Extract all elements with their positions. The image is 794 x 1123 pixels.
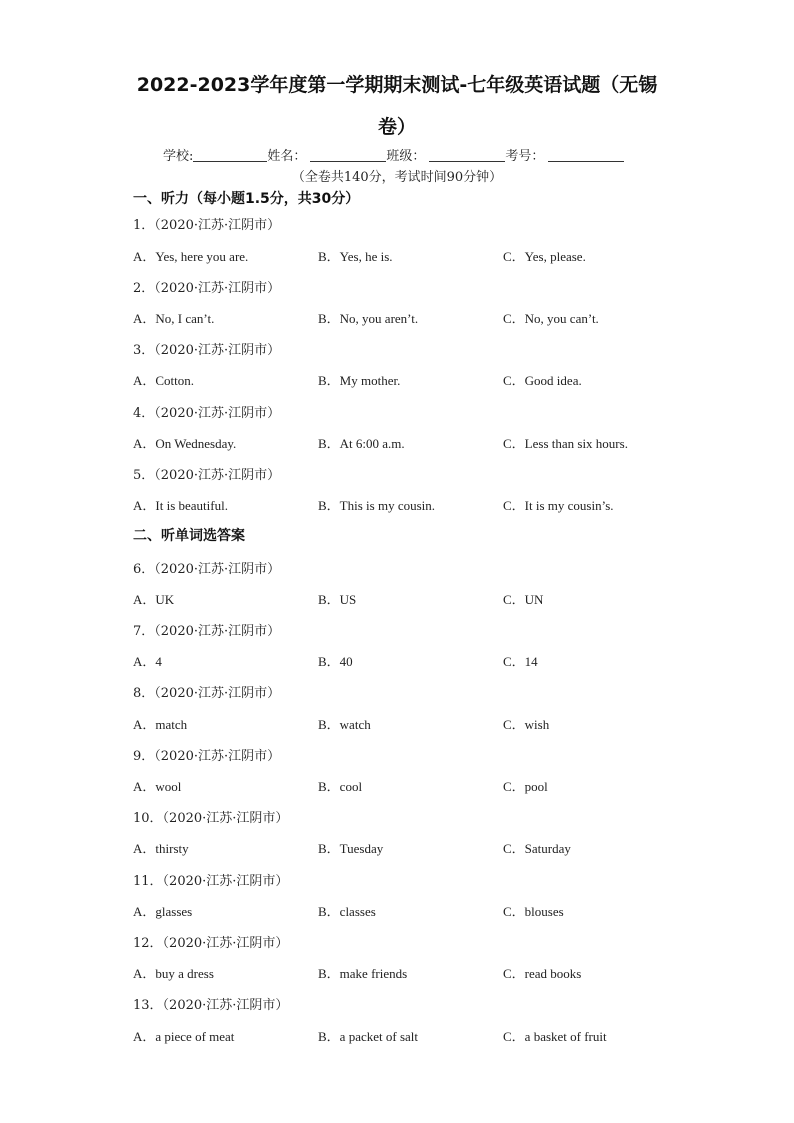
option-a[interactable]: A．wool	[133, 779, 182, 794]
option-a[interactable]: A．Cotton.	[133, 373, 195, 388]
option-a[interactable]: A．On Wednesday.	[133, 436, 237, 451]
option-b[interactable]: B．watch	[318, 717, 371, 732]
option-c[interactable]: C．Saturday	[503, 841, 571, 856]
option-b[interactable]: B．a packet of salt	[318, 1029, 418, 1044]
section-heading-words: 二、听单词选答案	[133, 528, 245, 544]
question-stem: 11．（2020·江苏·江阴市）	[133, 874, 289, 889]
option-c[interactable]: C．a basket of fruit	[503, 1029, 607, 1044]
question-stem: 2．（2020·江苏·江阴市）	[133, 281, 281, 296]
option-b[interactable]: B．At 6:00 a.m.	[318, 436, 405, 451]
class-field[interactable]	[429, 148, 505, 162]
school-label: 学校:	[163, 149, 194, 164]
question-stem: 7．（2020·江苏·江阴市）	[133, 624, 281, 639]
option-a[interactable]: A．It is beautiful.	[133, 498, 228, 513]
option-b[interactable]: B．This is my cousin.	[318, 498, 436, 513]
school-field[interactable]	[193, 148, 267, 162]
student-info-line	[163, 145, 624, 164]
option-c[interactable]: C．It is my cousin’s.	[503, 498, 614, 513]
number-label: 考号：	[505, 149, 545, 164]
question-stem: 10．（2020·江苏·江阴市）	[133, 811, 289, 826]
class-label: 班级：	[386, 149, 426, 164]
exam-note: （全卷共140分，考试时间90分钟）	[291, 170, 503, 185]
option-c[interactable]: C．Yes, please.	[503, 249, 586, 264]
option-b[interactable]: B．My mother.	[318, 373, 401, 388]
option-b[interactable]: B．40	[318, 654, 353, 669]
number-field[interactable]	[548, 148, 624, 162]
question-stem: 8．（2020·江苏·江阴市）	[133, 686, 281, 701]
option-a[interactable]: A．a piece of meat	[133, 1029, 235, 1044]
option-a[interactable]: A．4	[133, 654, 162, 669]
option-c[interactable]: C．UN	[503, 592, 544, 607]
option-b[interactable]: B．make friends	[318, 966, 408, 981]
option-a[interactable]: A．UK	[133, 592, 175, 607]
option-b[interactable]: B．cool	[318, 779, 363, 794]
option-a[interactable]: A．glasses	[133, 904, 193, 919]
question-stem: 1．（2020·江苏·江阴市）	[133, 218, 281, 233]
page-title: 2022-2023学年度第一学期期末测试-七年级英语试题（无锡	[136, 74, 658, 96]
option-c[interactable]: C．pool	[503, 779, 548, 794]
question-stem: 9．（2020·江苏·江阴市）	[133, 749, 281, 764]
option-b[interactable]: B．Yes, he is.	[318, 249, 393, 264]
option-a[interactable]: A．thirsty	[133, 841, 189, 856]
question-stem: 6．（2020·江苏·江阴市）	[133, 562, 281, 577]
question-stem: 5．（2020·江苏·江阴市）	[133, 468, 281, 483]
question-stem: 3．（2020·江苏·江阴市）	[133, 343, 281, 358]
option-a[interactable]: A．No, I can’t.	[133, 311, 215, 326]
option-a[interactable]: A．match	[133, 717, 188, 732]
option-c[interactable]: C．read books	[503, 966, 582, 981]
option-a[interactable]: A．Yes, here you are.	[133, 249, 249, 264]
option-c[interactable]: C．Less than six hours.	[503, 436, 628, 451]
option-c[interactable]: C．No, you can’t.	[503, 311, 599, 326]
question-stem: 4．（2020·江苏·江阴市）	[133, 406, 281, 421]
option-b[interactable]: B．No, you aren’t.	[318, 311, 419, 326]
page-title-continued: 卷）	[377, 116, 416, 138]
option-c[interactable]: C．wish	[503, 717, 550, 732]
option-b[interactable]: B．classes	[318, 904, 376, 919]
question-stem: 13．（2020·江苏·江阴市）	[133, 998, 289, 1013]
option-c[interactable]: C．blouses	[503, 904, 564, 919]
option-c[interactable]: C．Good idea.	[503, 373, 582, 388]
section-heading-listening: 一、听力（每小题1.5分，共30分）	[133, 191, 360, 207]
option-b[interactable]: B．US	[318, 592, 357, 607]
option-c[interactable]: C．14	[503, 654, 538, 669]
name-field[interactable]	[310, 148, 386, 162]
name-label: 姓名：	[267, 149, 307, 164]
option-b[interactable]: B．Tuesday	[318, 841, 384, 856]
option-a[interactable]: A．buy a dress	[133, 966, 214, 981]
question-stem: 12．（2020·江苏·江阴市）	[133, 936, 289, 951]
